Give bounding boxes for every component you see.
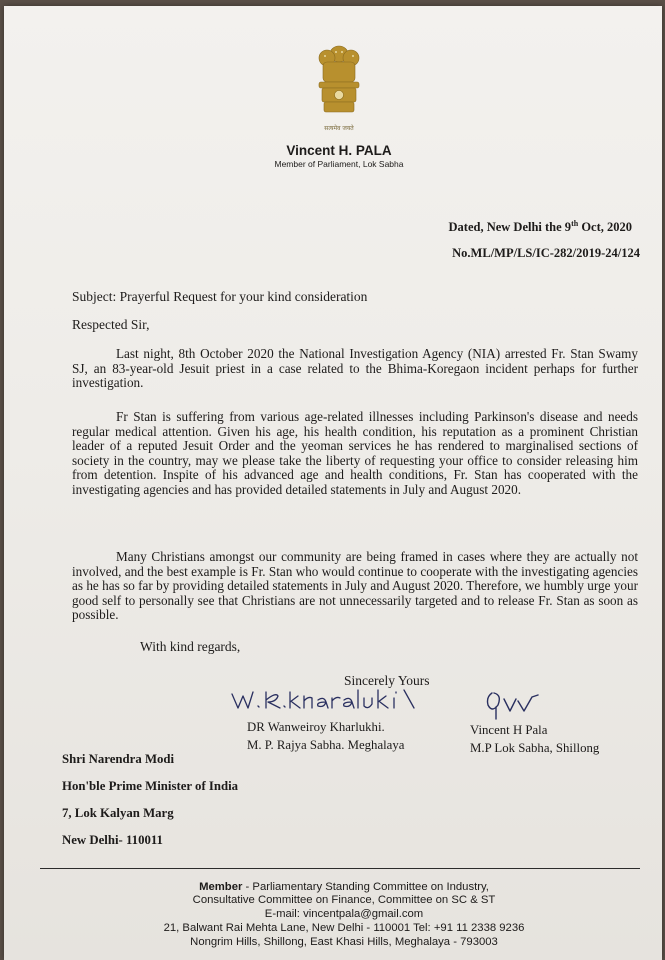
recipient-address-city: New Delhi- 110011 [62,833,163,847]
body-paragraph-2: Fr Stan is suffering from various age-related illnesses including Parkinson's disease and needs regular medical attention. Given his age, his health condition, his reputation as a prominent Christian leader of a reputed Jesuit Order and the yeoman services he has rendered to marginalised sections of society in the country, may we please take the liberty of requesting your office to consider releasing him from detention. Inspite of his advanced age and health conditions, Fr. Stan has cooperated with the investigating agencies and has provided detailed statements in July and August 2020. [72,409,638,497]
letter-sheet [4,6,662,960]
recipient-address-street: 7, Lok Kalyan Marg [62,806,174,820]
footer-address-shillong: Nongrim Hills, Shillong, East Khasi Hills, Meghalaya - 793003 [190,936,498,948]
signatory-2-name: Vincent H Pala [470,723,548,737]
closing-line: With kind regards, [140,639,241,654]
footer-committees: Consultative Committee on Finance, Committee on SC & ST [192,894,496,906]
emblem-motto: सत्यमेव जयते [324,125,354,132]
letter-date: Dated, New Delhi the 9th Oct, 2020 [448,219,632,235]
sender-name: Vincent H. PALA [286,143,392,158]
signatory-2-post: M.P Lok Sabha, Shillong [470,741,600,755]
footer-address-delhi: 21, Balwant Rai Mehta Lane, New Delhi - 110001 Tel: +91 11 2338 9236 [163,922,525,934]
footer-divider [40,868,640,869]
signature-kharlukhi [228,686,428,712]
signatory-1-post: M. P. Rajya Sabha. Meghalaya [247,738,405,752]
body-paragraph-3: Many Christians amongst our community are being framed in cases where they are actually not involved, and the best example is Fr. Stan who would continue to cooperate with the investigating agencies as he has so far by providing detailed statements in July and August 2020. Therefore, we humbly urge your good self to personally see that Christians are not unnecessarily targeted and to release Fr. Stan as soon as possible. [72,549,638,623]
recipient-name: Shri Narendra Modi [62,752,175,766]
recipient-title: Hon'ble Prime Minister of India [62,779,239,793]
sender-title: Member of Parliament, Lok Sabha [274,159,404,169]
body-paragraph-1: Last night, 8th October 2020 the National Investigation Agency (NIA) arrested Fr. Stan Swamy SJ, an 83-year-old Jesuit priest in a case related to the Bhima-Koregaon incident perhaps for further investigation. [72,346,638,391]
signatory-1-name: DR Wanweiroy Kharlukhi. [247,720,385,734]
national-emblem-icon [309,40,369,126]
signature-pala [484,689,544,721]
reference-number: No.ML/MP/LS/IC-282/2019-24/124 [452,246,640,260]
footer-email: E-mail: vincentpala@gmail.com [264,908,424,920]
sincerely-line: Sincerely Yours [344,673,430,688]
footer-membership: Member - Parliamentary Standing Committee on Industry, [199,881,489,893]
salutation: Respected Sir, [72,317,150,332]
subject-line: Subject: Prayerful Request for your kind consideration [72,289,368,304]
